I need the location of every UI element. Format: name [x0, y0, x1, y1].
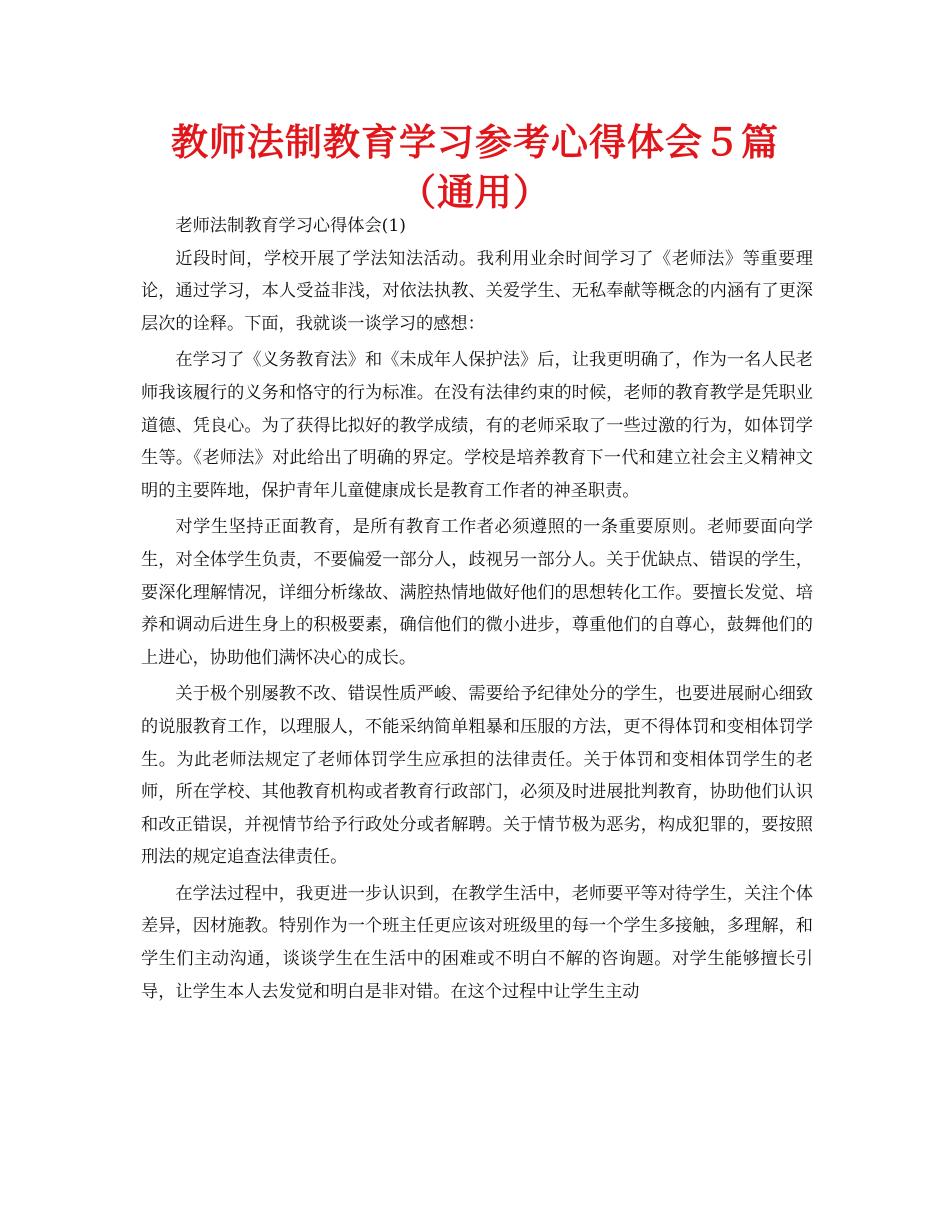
document-title: 教师法制教育学习参考心得体会５篇（通用） [171, 121, 779, 214]
paragraph: 近段时间，学校开展了学法知法活动。我利用业余时间学习了《老师法》等重要理论，通过学习，本人受益非浅，对依法执教、关爱学生、无私奉献等概念的内涵有了更深层次的诠释。下面，我就谈一谈学习的感想： [141, 248, 813, 334]
paragraph: 在学习了《义务教育法》和《未成年人保护法》后，让我更明确了，作为一名人民老师我该履行的义务和恪守的行为标准。在没有法律约束的时候，老师的教育教学是凭职业道德、凭良心。为了获得比拟好的教学成绩，有的老师采取了一些过激的行为，如体罚学生等。《老师法》对此给出了明确的界定。学校是培养教育下一代和建立社会主义精神文明的主要阵地，保护青年儿童健康成长是教育工作者的神圣职责。 [141, 350, 813, 501]
section-subtitle: 老师法制教育学习心得体会(1) [175, 216, 406, 236]
paragraph: 关于极个别屡教不改、错误性质严峻、需要给予纪律处分的学生，也要进展耐心细致的说服教育工作，以理服人，不能采纳简单粗暴和压服的方法，更不得体罚和变相体罚学生。为此老师法规定了老师体罚学生应承担的法律责任。关于体罚和变相体罚学生的老师，所在学校、其他教育机构或者教育行政部门，必须及时进展批判教育，协助他们认识和改正错误，并视情节给予行政处分或者解聘。关于情节极为恶劣，构成犯罪的，要按照刑法的规定追查法律责任。 [141, 684, 813, 868]
document-body [141, 210, 813, 1012]
paragraph: 对学生坚持正面教育，是所有教育工作者必须遵照的一条重要原则。老师要面向学生，对全体学生负责，不要偏爱一部分人，歧视另一部分人。关于优缺点、错误的学生，要深化理解情况，详细分析缘故、满腔热情地做好他们的思想转化工作。要擅长发觉、培养和调动后进生身上的积极要素，确信他们的微小进步，尊重他们的自尊心，鼓舞他们的上进心，协助他们满怀决心的成长。 [141, 517, 813, 668]
paragraph: 在学法过程中，我更进一步认识到，在教学生活中，老师要平等对待学生，关注个体差异，因材施教。特别作为一个班主任更应该对班级里的每一个学生多接触，多理解，和学生们主动沟通，谈谈学生在生活中的困难或不明白不解的咨询题。对学生能够擅长引导，让学生本人去发觉和明白是非对错。在这个过程中让学生主动 [141, 883, 813, 1002]
